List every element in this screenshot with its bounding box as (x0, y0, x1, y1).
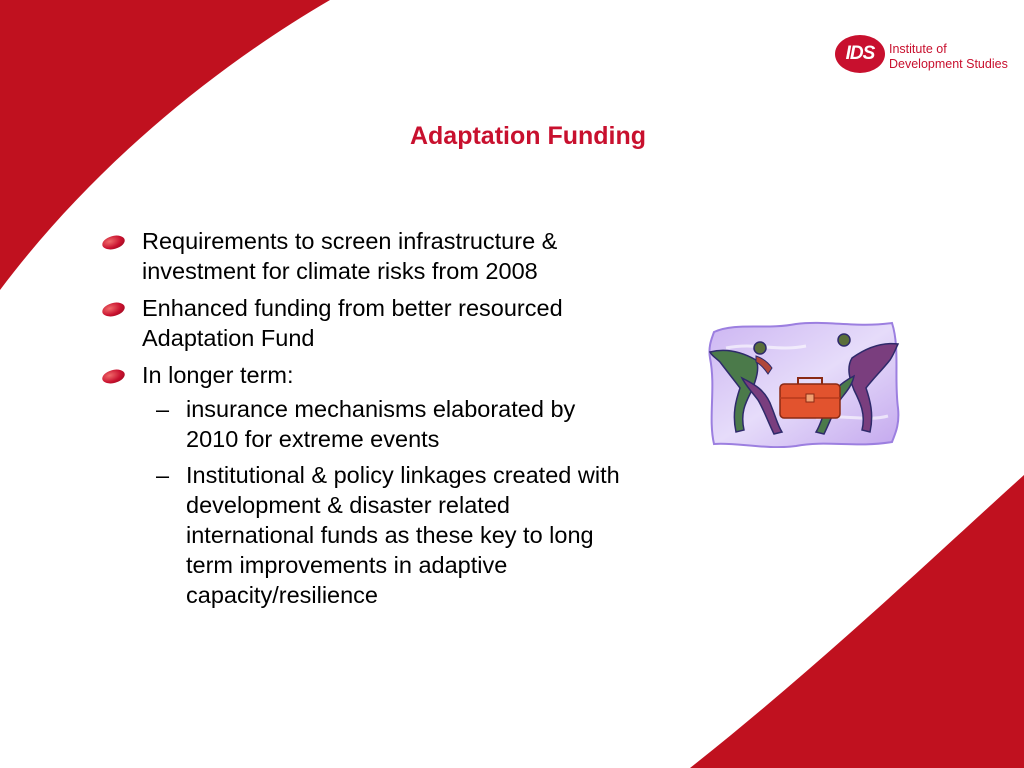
bullet-item (100, 360, 630, 610)
sub-bullet-list (142, 394, 630, 610)
ids-logo (834, 30, 1008, 80)
logo-institute-line: Institute of (889, 42, 947, 56)
dash-marker: – (156, 396, 170, 422)
sub-bullet-text: Institutional & policy linkages created with development & disaster related international funds as these key to long term improvements in adaptive capacity/resilience (186, 462, 620, 608)
bullet-text: Requirements to screen infrastructure & investment for climate risks from 2008 (142, 228, 558, 284)
bullet-text: In longer term: (142, 362, 294, 388)
logo-development-studies-line: Development Studies (889, 57, 1008, 71)
bullet-icon (101, 300, 127, 319)
sub-bullet-text: insurance mechanisms elaborated by 2010 for extreme events (186, 396, 576, 452)
slide-body (100, 226, 630, 617)
ids-logo-badge-text: IDS (845, 43, 875, 64)
bullet-text: Enhanced funding from better resourced Adaptation Fund (142, 295, 563, 351)
bullet-item (100, 293, 630, 353)
bullet-icon (101, 367, 127, 386)
sub-bullet-item (142, 460, 630, 610)
bottom-right-red-swoosh (690, 475, 1024, 768)
slide-title: Adaptation Funding (409, 122, 647, 150)
bullet-icon (101, 233, 127, 252)
dash-marker: – (156, 462, 170, 488)
bullet-list (100, 226, 630, 610)
bullet-item (100, 226, 630, 286)
business-people-with-briefcase-icon (706, 318, 902, 448)
sub-bullet-item (142, 394, 630, 454)
